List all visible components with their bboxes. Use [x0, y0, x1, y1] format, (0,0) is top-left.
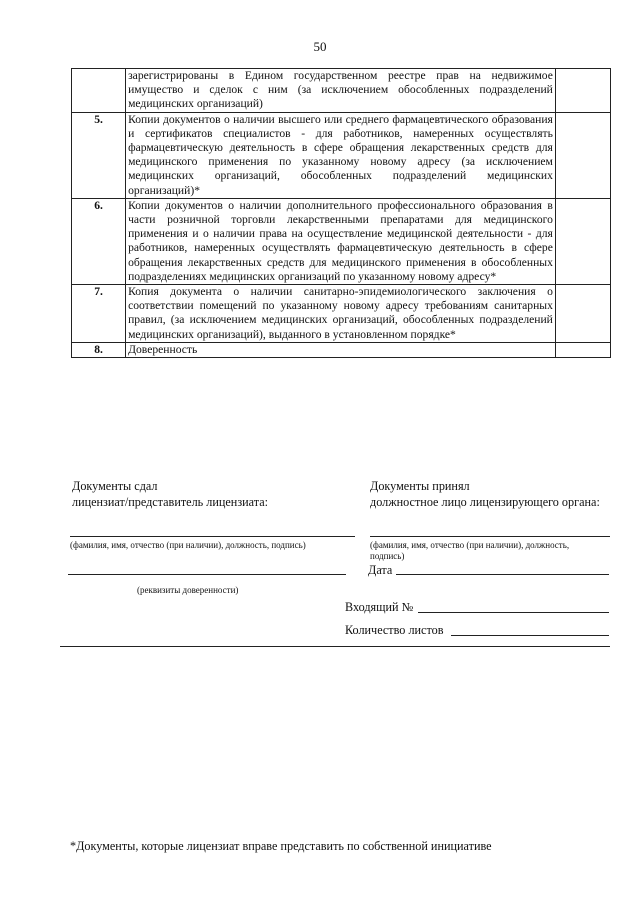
incoming-number-label: Входящий №	[345, 600, 414, 614]
bottom-separator-line	[60, 646, 610, 647]
row-empty-cell	[555, 69, 610, 113]
row-number: 6.	[72, 198, 126, 284]
left-title: Документы сдал	[72, 479, 158, 493]
left-signature-line	[70, 536, 355, 537]
row-number: 7.	[72, 285, 126, 343]
date-label: Дата	[368, 563, 393, 577]
power-of-attorney-caption: (реквизиты доверенности)	[137, 585, 239, 595]
row-empty-cell	[555, 112, 610, 198]
row-number	[72, 69, 126, 113]
right-signature-line	[370, 536, 610, 537]
row-text: Копии документов о наличии дополнительного профессионального образования в части розничной торговли лекарственными препаратами для медицинского применения и о наличии права на осуществление медицинской деятельности - для работников, намеренных осуществлять фармацевтическую деятельность в сфере обращения лекарственных средств для медицинского применения в обособленных подразделениях медицинских организаций по указанному новому адресу*	[126, 198, 556, 284]
table-row	[72, 285, 611, 343]
table-row	[72, 342, 611, 357]
right-subtitle: должностное лицо лицензирующего органа:	[370, 495, 600, 509]
row-text: Доверенность	[126, 342, 556, 357]
right-signature-caption-1: (фамилия, имя, отчество (при наличии), должность,	[370, 540, 570, 550]
row-empty-cell	[555, 198, 610, 284]
row-number: 5.	[72, 112, 126, 198]
left-subtitle: лицензиат/представитель лицензиата:	[72, 495, 269, 509]
row-text: Копия документа о наличии санитарно-эпидемиологического заключения о соответствии помещений по указанному новому адресу требованиям санитарных правил, (за исключением медицинских организаций, обособленных подразделений медицинских организаций), выданного в установленном порядке*	[126, 285, 556, 343]
table-row	[72, 198, 611, 284]
left-signature-caption: (фамилия, имя, отчество (при наличии), должность, подпись)	[70, 540, 306, 550]
row-text: зарегистрированы в Едином государственном реестре прав на недвижимое имущество и сделок с ним (за исключением обособленных подразделений медицинских организаций)	[126, 69, 556, 113]
date-line	[396, 574, 609, 575]
footnote: *Документы, которые лицензиат вправе представить по собственной инициативе	[70, 839, 492, 853]
row-empty-cell	[555, 342, 610, 357]
power-of-attorney-line	[68, 574, 346, 575]
documents-table	[71, 68, 611, 358]
sheets-count-line	[451, 635, 609, 636]
incoming-number-line	[418, 612, 609, 613]
right-signature-caption-2: подпись)	[370, 551, 405, 561]
right-title: Документы принял	[370, 479, 470, 493]
row-text: Копии документов о наличии высшего или среднего фармацевтического образования и сертификатов специалистов - для работников, намеренных осуществлять фармацевтическую деятельность в сфере обращения лекарственных средств для медицинского применения по указанному новому адресу (за исключением медицинских организаций, обособленных подразделений медицинских организаций)*	[126, 112, 556, 198]
table-row	[72, 112, 611, 198]
row-number: 8.	[72, 342, 126, 357]
sheets-count-label: Количество листов	[345, 623, 444, 637]
page-number: 50	[313, 39, 327, 54]
table-row	[72, 69, 611, 113]
row-empty-cell	[555, 285, 610, 343]
